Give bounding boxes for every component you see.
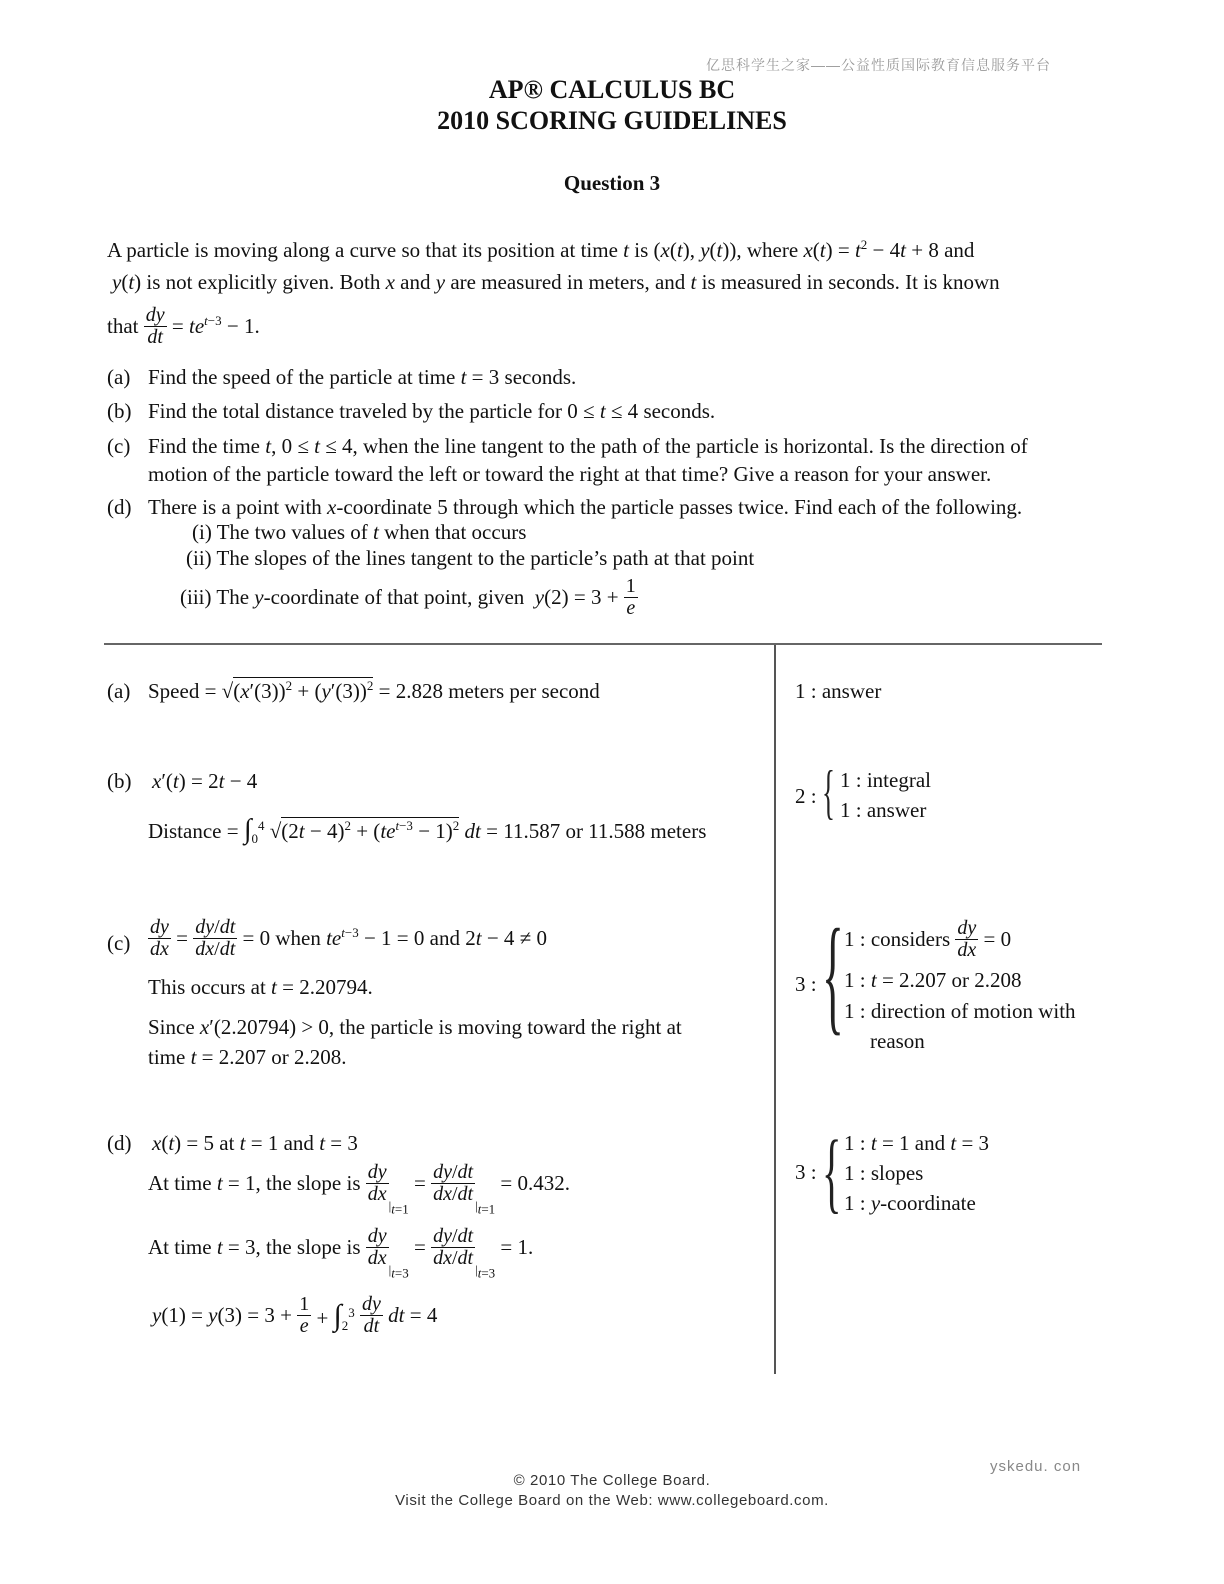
- fraction: $\frac{dy}{dx}$: [367, 1225, 387, 1269]
- part-d-label: (d): [107, 495, 132, 519]
- sol-c-points-total: 3 :: [795, 972, 817, 996]
- part-text: -coordinate of that point, given: [263, 585, 525, 609]
- sol-text: the slope is: [266, 1171, 361, 1195]
- sol-c-label: (c): [107, 931, 131, 955]
- table-divider-vertical: [774, 645, 776, 1374]
- intro-line-1: A particle is moving along a curve so that its position at time t is (x(t), y(t)), where $x(t) = t^2 - 4t + 8$ and: [107, 237, 975, 262]
- sol-text: 1 : considers: [844, 927, 951, 951]
- part-text: when that occurs: [384, 520, 527, 544]
- sol-text: = 0.432.: [500, 1171, 571, 1195]
- sol-text: the particle is moving toward the right at: [339, 1015, 682, 1039]
- fraction: $\frac{dy}{dt}$: [362, 1293, 381, 1337]
- fraction: $\frac{dy}{dx}$: [367, 1161, 387, 1205]
- title-line-2: 2010 SCORING GUIDELINES: [437, 106, 787, 135]
- sol-a-points: 1 : answer: [795, 679, 882, 703]
- sol-d-ycoord: y(1) = y(3) = 3 + $\frac{1}{e}$ + $\int_2^3$ $\frac{dy}{dt}$ dt = 4: [152, 1293, 438, 1337]
- fraction: $\frac{1}{e}$: [625, 575, 636, 619]
- sol-b-deriv: x′(t) = 2t − 4: [152, 769, 258, 793]
- sol-text: This occurs at: [148, 975, 266, 999]
- brace-icon: {: [822, 903, 844, 1047]
- sol-b-distance: Distance = $\int_0^4$ $√(2t - 4)^2 + (te^{t-3} - 1)^2$ dt = 11.587 or 11.588 meters: [148, 814, 707, 847]
- sol-d-label: (d): [107, 1131, 132, 1155]
- sol-c-equation: $\frac{dy}{dx}$ = $\frac{dy/dt}{dx/dt}$ = 0 when $te^{t-3} - 1 = 0$ and 2t − 4 ≠ 0: [150, 916, 547, 960]
- sol-b-points-total: 2 :: [795, 784, 817, 808]
- sol-c-point-3: 1 : direction of motion with: [844, 999, 1076, 1023]
- sol-text: = 1.: [500, 1235, 534, 1259]
- brace-icon: {: [822, 1123, 842, 1222]
- watermark-text: 亿思科学生之家——公益性质国际教育信息服务平台: [706, 57, 1051, 73]
- part-text: There is a point with: [148, 495, 322, 519]
- intro-line-3: that $\frac{dy}{dt}$ = $te^{t-3} - 1$.: [107, 304, 260, 348]
- intro-text: is: [634, 238, 649, 262]
- sol-text: At time: [148, 1235, 212, 1259]
- sol-text: the slope is: [266, 1235, 361, 1259]
- sol-c-time: time t = 2.207 or 2.208.: [148, 1045, 347, 1069]
- part-d-iii: (iii) The y-coordinate of that point, given y(2) = 3 + $\frac{1}{e}$: [180, 575, 636, 619]
- sol-text: = 2.207 or 2.208.: [201, 1045, 347, 1069]
- sol-text: = 2.828 meters per second: [378, 679, 600, 703]
- part-text: Find the total distance traveled by the particle for: [148, 399, 563, 423]
- part-a-label: (a): [107, 365, 131, 389]
- sol-d-point-3: 1 : y-coordinate: [844, 1191, 976, 1215]
- fraction: $\frac{dy/dt}{dx/dt}$: [433, 1225, 474, 1269]
- intro-text: are measured in meters, and: [450, 270, 686, 294]
- intro-text: and: [400, 270, 431, 294]
- sol-text: Distance: [148, 819, 222, 843]
- part-c-label: (c): [107, 434, 131, 458]
- intro-text: and: [944, 238, 975, 262]
- part-text: seconds.: [643, 399, 716, 423]
- sol-text: Speed: [148, 679, 200, 703]
- part-text: (iii) The: [180, 585, 250, 609]
- sol-d-slope-1: At time t = 1, the slope is $\frac{dy}{dx}$ $_{|_{t=1}}$ = $\frac{dy/dt}{dx/dt}$ $_{|_{t=1}}$ = 0.432.: [148, 1161, 571, 1217]
- table-divider-horizontal: [104, 643, 1102, 645]
- sol-d-points-total: 3 :: [795, 1160, 817, 1184]
- sol-text: 1 :: [844, 1191, 866, 1215]
- part-text: (i) The two values of: [192, 520, 368, 544]
- sol-b-label: (b): [107, 769, 132, 793]
- sol-d-slope-3: At time t = 3, the slope is $\frac{dy}{dx}$ $_{|_{t=3}}$ = $\frac{dy/dt}{dx/dt}$ $_{|_{t=3}}$ = 1.: [148, 1225, 534, 1281]
- sol-d-line1: x(t) = 5 at t = 1 and t = 3: [152, 1131, 358, 1155]
- sol-text: = 2.20794.: [282, 975, 373, 999]
- sol-text: 1 :: [844, 1131, 866, 1155]
- part-c-text: Find the time t, 0 ≤ t ≤ 4, when the line tangent to the path of the particle is horizontal. Is the direction of: [148, 434, 1028, 458]
- sol-text: time: [148, 1045, 186, 1069]
- sol-text: 1 :: [844, 968, 866, 992]
- part-text: seconds.: [504, 365, 577, 389]
- sol-text: when: [275, 926, 321, 950]
- sol-text: and: [429, 926, 460, 950]
- footer-website: Visit the College Board on the Web: www.collegeboard.com.: [395, 1492, 829, 1509]
- sol-a-speed: Speed = $√(x'(3))^2 + (y'(3))^2 = 2.828$ meters per second: [148, 678, 600, 703]
- sol-text: or 2.208: [951, 968, 1022, 992]
- part-text: Find the time: [148, 434, 260, 458]
- sol-c-since: Since x′(2.20794) > 0, the particle is moving toward the right at: [148, 1015, 682, 1039]
- part-b-text: Find the total distance traveled by the particle for 0 ≤ t ≤ 4 seconds.: [148, 399, 716, 423]
- sol-text: and: [283, 1131, 314, 1155]
- part-d-text: There is a point with x-coordinate 5 through which the particle passes twice. Find each of the following.: [148, 495, 1023, 519]
- sol-text: Since: [148, 1015, 195, 1039]
- footer-copyright: © 2010 The College Board.: [513, 1472, 711, 1489]
- intro-text: that: [107, 314, 139, 338]
- intro-line-2: y(t) is not explicitly given. Both x and y are measured in meters, and t is measured in seconds. It is known: [112, 270, 1000, 294]
- sol-c-point-3b: reason: [870, 1029, 925, 1053]
- intro-text: is not explicitly given. Both: [146, 270, 381, 294]
- sol-text: at: [219, 1131, 235, 1155]
- sol-d-point-2: 1 : slopes: [844, 1161, 924, 1185]
- fraction: $\frac{dy}{dt}$: [145, 304, 165, 348]
- sol-d-point-1: 1 : t = 1 and t = 3: [844, 1131, 990, 1155]
- title-line-1: AP® CALCULUS BC: [488, 75, 736, 104]
- sol-a-label: (a): [107, 679, 131, 703]
- part-text: when the line tangent to the path of the particle is horizontal. Is the direction of: [363, 434, 1028, 458]
- intro-text: where: [746, 238, 799, 262]
- part-text: -coordinate 5 through which the particle passes twice. Find each of the following.: [336, 495, 1023, 519]
- sol-text: and: [914, 1131, 946, 1155]
- sol-b-point-1: 1 : integral: [840, 768, 931, 792]
- part-d-i: (i) The two values of t when that occurs: [192, 520, 527, 544]
- sol-c-point-2: 1 : t = 2.207 or 2.208: [844, 968, 1022, 992]
- intro-text: is measured in seconds. It is known: [701, 270, 1000, 294]
- part-a-text: Find the speed of the particle at time t = 3 seconds.: [148, 365, 577, 389]
- brace-icon: {: [822, 759, 835, 825]
- sol-text: -coordinate: [880, 1191, 976, 1215]
- fraction: $\frac{1}{e}$: [299, 1293, 310, 1337]
- sol-b-point-2: 1 : answer: [840, 798, 927, 822]
- sol-text: At time: [148, 1171, 212, 1195]
- part-b-label: (b): [107, 399, 132, 423]
- footer-watermark: yskedu. con: [990, 1458, 1082, 1475]
- fraction: $\frac{dy}{dx}$: [957, 917, 977, 961]
- sol-c-point-1: 1 : considers $\frac{dy}{dx}$ = 0: [844, 917, 1012, 961]
- part-text: Find the speed of the particle at time: [148, 365, 456, 389]
- sol-text: = 11.587 or 11.588 meters: [486, 819, 707, 843]
- fraction: $\frac{dy/dt}{dx/dt}$: [433, 1161, 474, 1205]
- part-c-text-2: motion of the particle toward the left or toward the right at that time? Give a reason for your answer.: [148, 462, 992, 486]
- fraction: $\frac{dy}{dx}$: [150, 916, 169, 960]
- intro-text: A particle is moving along a curve so that its position at time: [107, 238, 618, 262]
- fraction: $\frac{dy/dt}{dx/dt}$: [195, 916, 236, 960]
- sol-c-occurs: This occurs at t = 2.20794.: [148, 975, 373, 999]
- question-title: Question 3: [563, 171, 661, 195]
- part-d-ii: (ii) The slopes of the lines tangent to the particle’s path at that point: [186, 546, 755, 570]
